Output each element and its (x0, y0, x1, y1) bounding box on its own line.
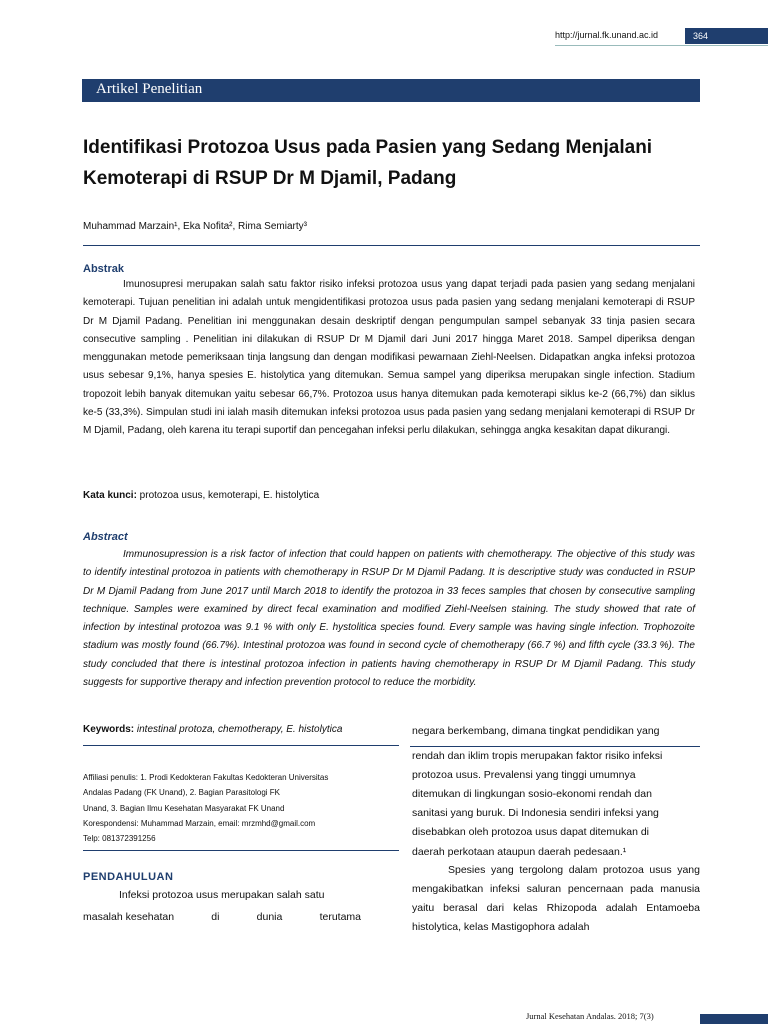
abstract-heading: Abstract (83, 531, 128, 543)
word: di (211, 910, 220, 923)
word: terutama (319, 910, 361, 923)
affiliations (83, 770, 383, 846)
abstrak-text: Imunosupresi merupakan salah satu faktor risiko infeksi protozoa usus yang dapat terjadi pada pasien yang sedang menjalani kemoterapi. Tujuan penelitian ini adalah untuk mengidentifikasi protozoa usus pada pasien yang sedang menjalani kemoterapi di RSUP Dr M Djamil Padang. Penelitian ini menggunakan desain deskriptif dengan pengumpulan sampel sebanyak 33 tinja pasien secara consecutive sampling . Penelitian ini dilakukan di RSUP Dr M Djamil dari Juni 2017 hingga Maret 2018. Sampel diperiksa dengan menggunakan metode pemeriksaan tinja langsung dan dengan modifikasi pewarnaan Ziehl-Neelsen. Didapatkan angka infeksi protozoa usus sebesar 9,1%, hanya spesies E. histolytica yang ditemukan. Semua sampel yang diperiksa merupakan single infection. Stadium tropozoit lebih banyak ditemukan yaitu sebesar 66,7%. Protozoa usus hanya ditemukan pada kemoterapi siklus ke-2 (66,7%) dan siklus ke-5 (33,3%). Simpulan studi ini ialah masih ditemukan infeksi protozoa usus pada pasien yang sedang menjalani kemoterapi di RSUP Dr M Djamil, Padang, oleh karena itu terapi suportif dan pencegahan infeksi perlu dilakukan, sehingga angka kesakitan dapat dikurangi. (83, 279, 695, 437)
kata-kunci-values: protozoa usus, kemoterapi, E. histolytica (136, 490, 320, 501)
text-line: protozoa usus. Prevalensi yang tinggi umumnya (412, 769, 636, 782)
affiliation-line: Unand, 3. Bagian Ilmu Kesehatan Masyarakat FK Unand (83, 803, 285, 813)
divider (83, 850, 399, 851)
abstract-text: Immunosupression is a risk factor of infection that could happen on patients with chemotherapy. The objective of this study was to identify intestinal protozoa in patients with chemotherapy in RSUP Dr M Djamil Padang. It is descriptive study was conducted in RSUP Dr M Djamil Padang from June 2017 until March 2018 to identify the protozoa in 33 feces samples that chosen by consecutive sampling technique. Samples were examined by direct fecal examination and modified Ziehl-Neelsen staining. The study showed that rate of infection by intestinal protozoa was 9.1 % with only E. hystolitica species found. Every sample was having single infection. Trophozoite stadium was mostly found (66.7%). Intestinal protozoa was found in second cycle of chemotherapy (66.7 %) and fifth cycle (33.3 %). The study concluded that there is intestinal protozoa infection in patients having chemotherapy in RSUP Dr M Djamil Padang. This study suggests for supportive therapy and infection prevention protocol to reduce the morbidity. (83, 549, 695, 689)
kata-kunci-label: Kata kunci: (83, 490, 137, 501)
correspondence: Korespondensi: Muhammad Marzain, email: mrzmhd@gmail.com (83, 818, 316, 828)
article-title: Identifikasi Protozoa Usus pada Pasien yang Sedang Menjalani Kemoterapi di RSUP Dr M Djamil, Padang (83, 137, 653, 189)
journal-footer: Jurnal Kesehatan Andalas. 2018; 7(3) (526, 1011, 654, 1021)
text-line: daerah perkotaan ataupun daerah pedesaan.¹ (412, 845, 627, 858)
keywords-values: intestinal protoza, chemotherapy, E. histolytica (134, 724, 343, 735)
word: dunia (256, 910, 283, 923)
text-line: rendah dan iklim tropis merupakan faktor risiko infeksi (412, 750, 663, 763)
text-line: Infeksi protozoa usus merupakan salah satu (119, 889, 325, 901)
divider (83, 245, 700, 246)
text-line: sanitasi yang buruk. Di Indonesia sendiri infeksi yang (412, 807, 659, 820)
pendahuluan-text (83, 885, 361, 928)
word: masalah kesehatan (83, 910, 175, 923)
journal-url[interactable]: http://jurnal.fk.unand.ac.id (555, 30, 659, 40)
phone: Telp: 081372391256 (83, 834, 156, 844)
text-line: negara berkembang, dimana tingkat pendidikan yang (412, 725, 660, 737)
article-type-banner (82, 79, 700, 102)
keywords-label: Keywords: (83, 724, 135, 735)
keywords (83, 724, 342, 735)
author-list: Muhammad Marzain¹, Eka Nofita², Rima Semiarty³ (83, 221, 307, 232)
abstrak-heading: Abstrak (83, 263, 124, 275)
affiliation-line: Affiliasi penulis: 1. Prodi Kedokteran Fakultas Kedokteran Universitas (83, 773, 329, 782)
divider (83, 745, 399, 746)
header-rule (555, 45, 768, 46)
footer-bar (700, 1014, 768, 1024)
right-column-paragraph (412, 722, 700, 862)
page-number: 364 (685, 28, 768, 44)
affiliation-line: Andalas Padang (FK Unand), 2. Bagian Parasitologi FK (83, 788, 281, 798)
text-line (83, 907, 361, 929)
article-type-label: Artikel Penelitian (96, 81, 203, 97)
right-column-paragraph-2: Spesies yang tergolong dalam protozoa usus yang mengakibatkan infeksi saluran pencernaan pada manusia yaitu berasal dari kelas Rhizopoda adalah Entamoeba histolytica, kelas Mastigophora adalah (412, 864, 700, 934)
text-line: ditemukan di lingkungan sosio-ekonomi rendah dan (412, 788, 652, 801)
pendahuluan-heading: PENDAHULUAN (83, 871, 174, 883)
text-line: disebabkan oleh protozoa usus dapat ditemukan di (412, 826, 649, 839)
kata-kunci (83, 490, 319, 501)
